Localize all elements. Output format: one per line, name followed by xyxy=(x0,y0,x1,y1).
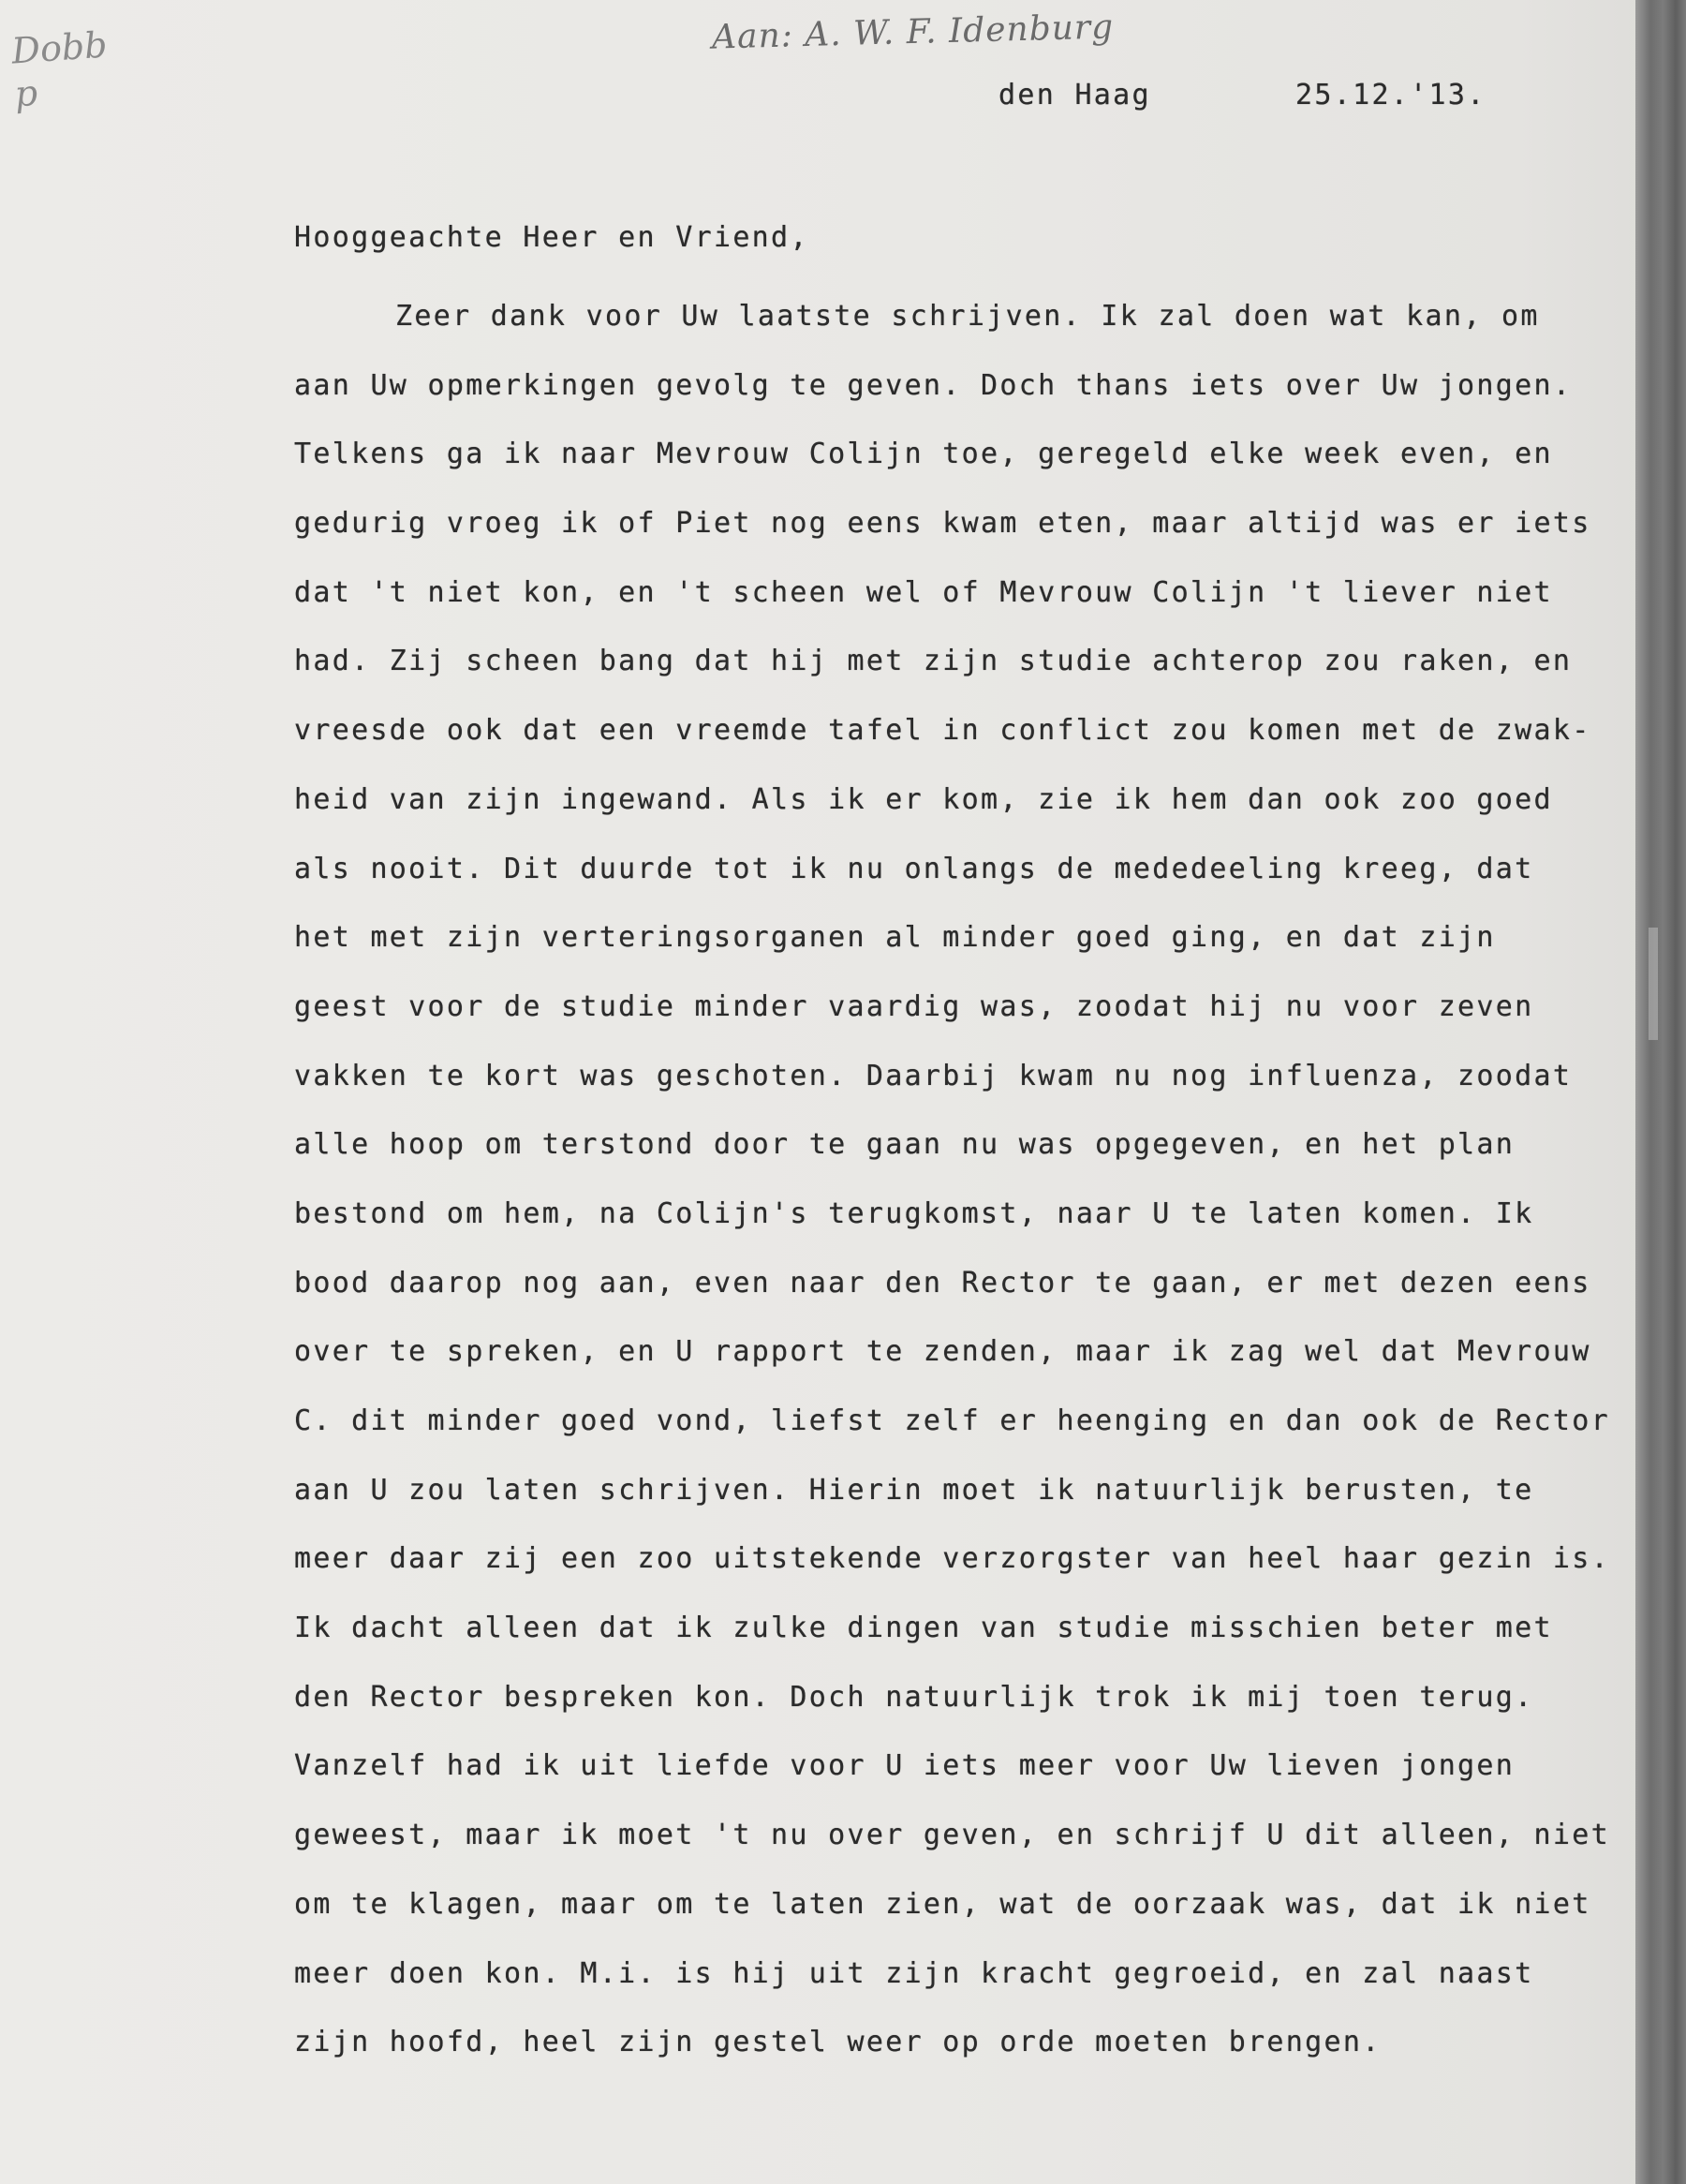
body-line: meer doen kon. M.i. is hij uit zijn kracht gegroeid, en zal naast xyxy=(294,1956,1534,1990)
body-line: het met zijn verteringsorganen al minder goed ging, en dat zijn xyxy=(294,921,1496,955)
body-line: alle hoop om terstond door te gaan nu was opgegeven, en het plan xyxy=(294,1128,1516,1162)
body-line: aan U zou laten schrijven. Hierin moet ik natuurlijk berusten, te xyxy=(294,1473,1534,1507)
body-line: om te klagen, maar om te laten zien, wat de oorzaak was, dat ik niet xyxy=(294,1887,1591,1921)
body-line: bood daarop nog aan, even naar den Rector te gaan, er met dezen eens xyxy=(294,1266,1591,1300)
body-line: over te spreken, en U rapport te zenden, maar ik zag wel dat Mevrouw xyxy=(294,1335,1591,1369)
letter-date: 25.12.'13. xyxy=(1295,79,1486,111)
body-line: als nooit. Dit duurde tot ik nu onlangs de mededeeling kreeg, dat xyxy=(294,852,1534,885)
handwritten-recipient-note: Aan: A. W. F. Idenburg xyxy=(711,7,1115,57)
body-line: heid van zijn ingewand. Als ik er kom, zie ik hem dan ook zoo goed xyxy=(294,782,1553,816)
body-line: gedurig vroeg ik of Piet nog eens kwam eten, maar altijd was er iets xyxy=(294,507,1591,541)
body-line: C. dit minder goed vond, liefst zelf er heenging en dan ook de Rector xyxy=(294,1404,1610,1437)
body-line: vreesde ook dat een vreemde tafel in conflict zou komen met de zwak- xyxy=(294,714,1591,748)
page-edge-shadow xyxy=(1635,0,1686,2184)
body-line: bestond om hem, na Colijn's terugkomst, naar U te laten komen. Ik xyxy=(294,1196,1534,1230)
body-line: Telkens ga ik naar Mevrouw Colijn toe, geregeld elke week even, en xyxy=(294,438,1553,471)
body-line: dat 't niet kon, en 't scheen wel of Mevrouw Colijn 't liever niet xyxy=(294,575,1553,609)
body-line: den Rector bespreken kon. Doch natuurlijk trok ik mij toen terug. xyxy=(294,1680,1534,1714)
body-line: meer daar zij een zoo uitstekende verzorgster van heel haar gezin is. xyxy=(294,1542,1610,1576)
handwritten-archive-mark xyxy=(10,23,111,116)
body-line: zijn hoofd, heel zijn gestel weer op orde moeten brengen. xyxy=(294,2026,1382,2059)
body-line: aan Uw opmerkingen gevolg te geven. Doch thans iets over Uw jongen. xyxy=(294,368,1573,402)
body-line: vakken te kort was geschoten. Daarbij kwam nu nog influenza, zoodat xyxy=(294,1059,1573,1092)
letter-place: den Haag xyxy=(998,79,1151,111)
body-line: Ik dacht alleen dat ik zulke dingen van studie misschien beter met xyxy=(294,1612,1553,1645)
archive-mark-line-1: Dobb xyxy=(9,23,109,72)
letter-salutation: Hooggeachte Heer en Vriend, xyxy=(294,221,809,254)
body-line: Vanzelf had ik uit liefde voor U iets meer voor Uw lieven jongen xyxy=(294,1749,1516,1783)
body-line: had. Zij scheen bang dat hij met zijn studie achterop zou raken, en xyxy=(294,645,1573,678)
body-line: geweest, maar ik moet 't nu over geven, en schrijf U dit alleen, niet xyxy=(294,1819,1610,1852)
body-line: Zeer dank voor Uw laatste schrijven. Ik zal doen wat kan, om xyxy=(395,300,1540,333)
body-line: geest voor de studie minder vaardig was, zoodat hij nu voor zeven xyxy=(294,989,1534,1023)
archive-mark-line-2: p xyxy=(13,71,39,115)
letter-body xyxy=(294,292,1610,2087)
